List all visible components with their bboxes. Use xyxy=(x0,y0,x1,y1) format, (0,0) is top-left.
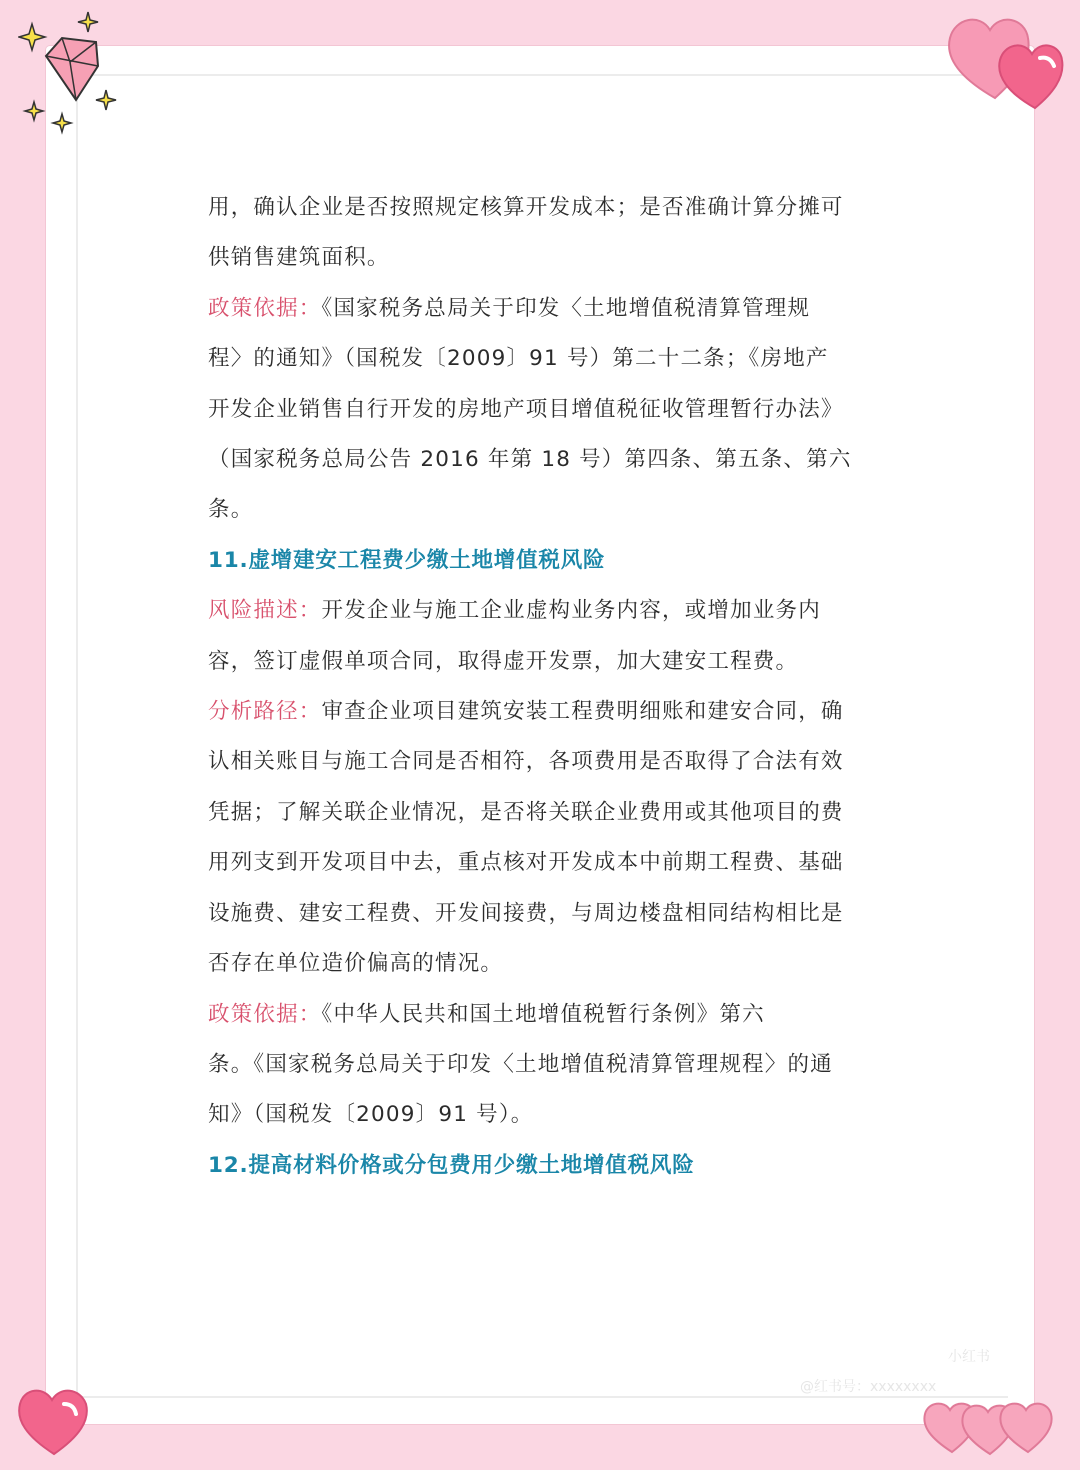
text-line: 政策依据：《国家税务总局关于印发〈土地增值税清算管理规 xyxy=(208,295,811,321)
heart-icon xyxy=(14,1384,94,1458)
watermark-user: @红书号：xxxxxxxx xyxy=(800,1379,937,1395)
section-heading: 11.虚增建安工程费少缴土地增值税风险 xyxy=(208,547,606,573)
diamond-icon xyxy=(18,10,128,140)
text-line: 认相关账目与施工合同是否相符，各项费用是否取得了合法有效 xyxy=(208,749,844,775)
text-line: 用列支到开发项目中去，重点核对开发成本中前期工程费、基础 xyxy=(208,850,844,876)
text-line: 分析路径：审查企业项目建筑安装工程费明细账和建安合同，确 xyxy=(208,699,844,725)
text-line: 风险描述：开发企业与施工企业虚构业务内容，或增加业务内 xyxy=(208,598,821,624)
section-label: 政策依据： xyxy=(208,295,322,321)
text-line: 程〉的通知》（国税发〔2009〕91 号）第二十二条；《房地产 xyxy=(208,346,829,372)
text-line: 设施费、建安工程费、开发间接费，与周边楼盘相同结构相比是 xyxy=(208,900,844,926)
text-line: 开发企业销售自行开发的房地产项目增值税征收管理暂行办法》 xyxy=(208,396,844,422)
text-line: （国家税务总局公告 2016 年第 18 号）第四条、第五条、第六 xyxy=(208,447,852,473)
section-label: 分析路径： xyxy=(208,699,322,725)
section-heading: 12.提高材料价格或分包费用少缴土地增值税风险 xyxy=(208,1152,695,1178)
text-line: 凭据；了解关联企业情况，是否将关联企业费用或其他项目的费 xyxy=(208,799,844,825)
heart-icon xyxy=(940,8,1080,118)
document-body xyxy=(208,183,880,1191)
text-line: 供销售建筑面积。 xyxy=(208,245,390,271)
text-line: 条。《国家税务总局关于印发〈土地增值税清算管理规程〉的通 xyxy=(208,1051,833,1077)
text-line: 知》（国税发〔2009〕91 号）。 xyxy=(208,1102,534,1128)
heart-icon xyxy=(920,1392,1060,1458)
text-line: 容，签订虚假单项合同，取得虚开发票，加大建安工程费。 xyxy=(208,648,799,674)
watermark-brand: 小红书 xyxy=(948,1349,990,1365)
section-label: 政策依据： xyxy=(208,1001,322,1027)
text-line: 用，确认企业是否按照规定核算开发成本；是否准确计算分摊可 xyxy=(208,195,844,220)
text-line: 否存在单位造价偏高的情况。 xyxy=(208,951,504,977)
text-line: 条。 xyxy=(208,497,254,523)
text-line: 政策依据：《中华人民共和国土地增值税暂行条例》第六 xyxy=(208,1001,765,1027)
section-label: 风险描述： xyxy=(208,598,322,624)
